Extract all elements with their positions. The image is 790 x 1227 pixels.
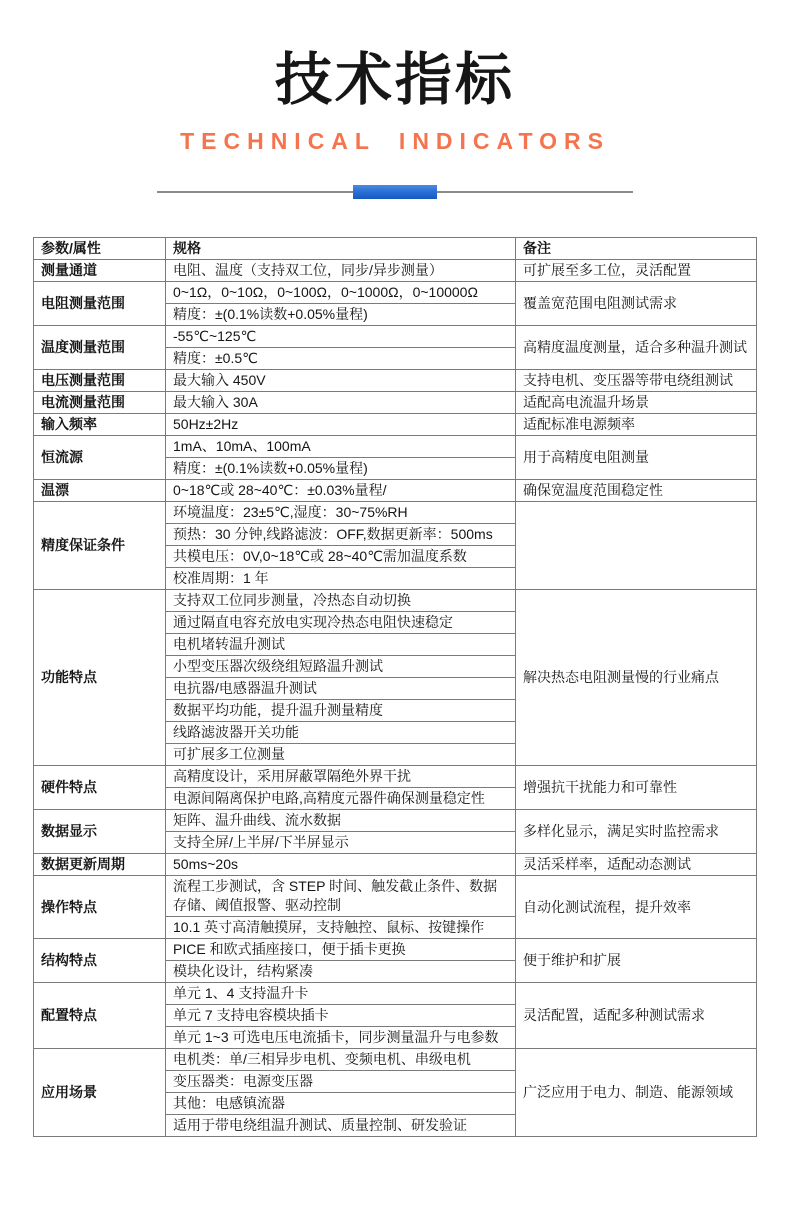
page-title: 技术指标: [275, 48, 515, 112]
spec-cell: 矩阵、温升曲线、流水数据: [166, 810, 516, 832]
table-row: [34, 766, 757, 788]
spec-cell: 流程工步测试，含 STEP 时间、触发截止条件、数据存储、阈值报警、驱动控制: [166, 876, 516, 917]
spec-cell: 电机堵转温升测试: [166, 634, 516, 656]
param-cell: 精度保证条件: [34, 502, 166, 590]
remark-cell: 高精度温度测量，适合多种温升测试: [516, 326, 757, 370]
param-cell: 测量通道: [34, 260, 166, 282]
spec-cell: 变压器类：电源变压器: [166, 1071, 516, 1093]
spec-cell: 精度：±0.5℃: [166, 348, 516, 370]
param-cell: 功能特点: [34, 590, 166, 766]
param-cell: 结构特点: [34, 939, 166, 983]
spec-cell: 校准周期：1 年: [166, 568, 516, 590]
spec-table-body: [34, 260, 757, 1137]
table-row: [34, 436, 757, 458]
remark-cell: 灵活采样率，适配动态测试: [516, 854, 757, 876]
page-subtitle: TECHNICAL INDICATORS: [180, 128, 610, 155]
table-row: [34, 414, 757, 436]
table-row: [34, 392, 757, 414]
table-row: [34, 983, 757, 1005]
table-row: [34, 282, 757, 304]
spec-cell: 数据平均功能，提升温升测量精度: [166, 700, 516, 722]
table-row: [34, 810, 757, 832]
spec-cell: 50Hz±2Hz: [166, 414, 516, 436]
spec-cell: 线路滤波器开关功能: [166, 722, 516, 744]
remark-cell: 灵活配置，适配多种测试需求: [516, 983, 757, 1049]
param-cell: 恒流源: [34, 436, 166, 480]
divider-accent-bar: [353, 185, 437, 199]
spec-cell: 电机类：单/三相异步电机、变频电机、串级电机: [166, 1049, 516, 1071]
remark-cell: 覆盖宽范围电阻测试需求: [516, 282, 757, 326]
spec-table: [33, 237, 757, 1137]
spec-cell: 环境温度：23±5℃,湿度：30~75%RH: [166, 502, 516, 524]
page-header: [0, 45, 790, 199]
spec-cell: 预热：30 分钟,线路滤波：OFF,数据更新率：500ms: [166, 524, 516, 546]
remark-cell: 多样化显示，满足实时监控需求: [516, 810, 757, 854]
remark-cell: 自动化测试流程，提升效率: [516, 876, 757, 939]
param-cell: 配置特点: [34, 983, 166, 1049]
spec-cell: 支持双工位同步测量，冷热态自动切换: [166, 590, 516, 612]
remark-cell: 适配高电流温升场景: [516, 392, 757, 414]
spec-cell: 1mA、10mA、100mA: [166, 436, 516, 458]
spec-cell: PICE 和欧式插座接口，便于插卡更换: [166, 939, 516, 961]
remark-cell: 用于高精度电阻测量: [516, 436, 757, 480]
spec-cell: -55℃~125℃: [166, 326, 516, 348]
spec-cell: 单元 1~3 可选电压电流插卡，同步测量温升与电参数: [166, 1027, 516, 1049]
table-row: [34, 590, 757, 612]
remark-cell: 支持电机、变压器等带电绕组测试: [516, 370, 757, 392]
remark-cell: [516, 502, 757, 590]
spec-cell: 0~18℃或 28~40℃：±0.03%量程/: [166, 480, 516, 502]
remark-cell: 可扩展至多工位，灵活配置: [516, 260, 757, 282]
spec-cell: 10.1 英寸高清触摸屏，支持触控、鼠标、按键操作: [166, 917, 516, 939]
spec-cell: 可扩展多工位测量: [166, 744, 516, 766]
spec-cell: 精度：±(0.1%读数+0.05%量程): [166, 458, 516, 480]
spec-cell: 高精度设计，采用屏蔽罩隔绝外界干扰: [166, 766, 516, 788]
spec-cell: 支持全屏/上半屏/下半屏显示: [166, 832, 516, 854]
remark-cell: 广泛应用于电力、制造、能源领域: [516, 1049, 757, 1137]
param-cell: 电压测量范围: [34, 370, 166, 392]
table-row: [34, 1049, 757, 1071]
param-cell: 数据更新周期: [34, 854, 166, 876]
table-row: [34, 260, 757, 282]
param-cell: 电阻测量范围: [34, 282, 166, 326]
param-cell: 温度测量范围: [34, 326, 166, 370]
spec-cell: 小型变压器次级绕组短路温升测试: [166, 656, 516, 678]
param-cell: 硬件特点: [34, 766, 166, 810]
table-row: [34, 370, 757, 392]
spec-cell: 其他：电感镇流器: [166, 1093, 516, 1115]
header-row: [34, 238, 757, 260]
spec-cell: 电源间隔离保护电路,高精度元器件确保测量稳定性: [166, 788, 516, 810]
table-row: [34, 480, 757, 502]
param-cell: 输入频率: [34, 414, 166, 436]
remark-cell: 增强抗干扰能力和可靠性: [516, 766, 757, 810]
spec-cell: 0~1Ω，0~10Ω，0~100Ω，0~1000Ω，0~10000Ω: [166, 282, 516, 304]
remark-cell: 适配标准电源频率: [516, 414, 757, 436]
divider: [157, 185, 633, 199]
remark-cell: 确保宽温度范围稳定性: [516, 480, 757, 502]
table-row: [34, 502, 757, 524]
spec-cell: 单元 7 支持电容模块插卡: [166, 1005, 516, 1027]
spec-cell: 通过隔直电容充放电实现冷热态电阻快速稳定: [166, 612, 516, 634]
spec-cell: 50ms~20s: [166, 854, 516, 876]
spec-cell: 最大输入 450V: [166, 370, 516, 392]
column-header-spec: 规格: [166, 238, 516, 260]
spec-cell: 最大输入 30A: [166, 392, 516, 414]
remark-cell: 解决热态电阻测量慢的行业痛点: [516, 590, 757, 766]
remark-cell: 便于维护和扩展: [516, 939, 757, 983]
spec-cell: 共模电压：0V,0~18℃或 28~40℃需加温度系数: [166, 546, 516, 568]
table-row: [34, 854, 757, 876]
table-row: [34, 939, 757, 961]
table-row: [34, 876, 757, 917]
param-cell: 应用场景: [34, 1049, 166, 1137]
spec-cell: 电抗器/电感器温升测试: [166, 678, 516, 700]
param-cell: 温漂: [34, 480, 166, 502]
param-cell: 操作特点: [34, 876, 166, 939]
spec-cell: 单元 1、4 支持温升卡: [166, 983, 516, 1005]
param-cell: 电流测量范围: [34, 392, 166, 414]
param-cell: 数据显示: [34, 810, 166, 854]
spec-table-header: [34, 238, 757, 260]
spec-cell: 电阻、温度（支持双工位，同步/异步测量）: [166, 260, 516, 282]
spec-cell: 精度：±(0.1%读数+0.05%量程): [166, 304, 516, 326]
column-header-remark: 备注: [516, 238, 757, 260]
spec-cell: 适用于带电绕组温升测试、质量控制、研发验证: [166, 1115, 516, 1137]
spec-cell: 模块化设计，结构紧凑: [166, 961, 516, 983]
column-header-param: 参数/属性: [34, 238, 166, 260]
table-row: [34, 326, 757, 348]
